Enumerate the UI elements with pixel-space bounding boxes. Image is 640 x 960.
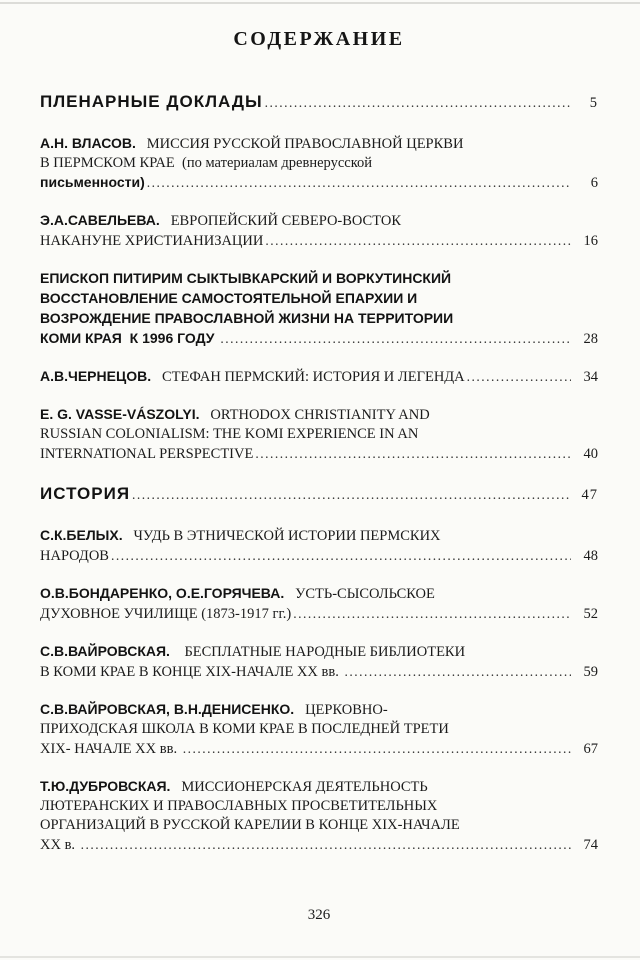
toc-entry-text: [40, 605, 291, 624]
toc-item-entry: [40, 405, 598, 464]
toc-entry-text: [40, 155, 372, 171]
toc-entry-line: [40, 444, 598, 464]
toc-entry-line: [40, 425, 598, 444]
toc-entry-line: [40, 329, 598, 349]
toc-entry-title: ЛЮТЕРАНСКИХ И ПРАВОСЛАВНЫХ ПРОСВЕТИТЕЛЬНЫХ: [40, 798, 438, 814]
toc-entry-text: [40, 663, 342, 682]
toc-entry-author: ВОССТАНОВЛЕНИЕ САМОСТОЯТЕЛЬНОЙ ЕПАРХИИ И: [40, 290, 418, 306]
toc-entry-title: В КОМИ КРАЕ В КОНЦЕ XIX-НАЧАЛЕ XX вв.: [40, 664, 343, 680]
toc-entry-line: [40, 154, 598, 173]
toc-entry-line: [40, 134, 598, 154]
toc-entry-text: [40, 426, 418, 442]
toc-entry-author: E. G. VASSE-VÁSZOLYI.: [40, 406, 200, 422]
toc-entry-text: [40, 779, 428, 795]
toc-entry-text: [40, 311, 453, 327]
toc-page-number: 40: [583, 446, 598, 462]
toc-entry-text: [40, 836, 79, 855]
toc-entry-title: СТЕФАН ПЕРМСКИЙ: ИСТОРИЯ И ЛЕГЕНДА: [151, 369, 465, 385]
toc-entry-line: [40, 739, 598, 759]
toc-entry-line: [40, 231, 598, 251]
toc-entry-title: ORTHODOX CHRISTIANITY AND: [199, 407, 430, 423]
toc-entry-line: [40, 720, 598, 739]
toc-entry-line: [40, 816, 598, 835]
toc-page-number: 67: [583, 741, 598, 757]
toc-entry-author: С.К.БЕЛЫХ.: [40, 527, 123, 543]
toc-entry-title: НАРОДОВ: [40, 548, 109, 564]
toc-section-entry: [40, 482, 598, 507]
toc-page-number: 5: [589, 95, 598, 111]
toc-entry-line: [40, 584, 598, 604]
toc-entry-text: [40, 232, 263, 251]
dot-leader: [111, 546, 571, 565]
toc-entry-text: [40, 291, 417, 307]
toc-entry-text: [40, 721, 449, 737]
toc-entry-text: [40, 329, 218, 349]
toc-entry-line: [40, 835, 598, 855]
dot-leader: [265, 231, 571, 250]
toc-entry-line: [40, 482, 598, 507]
toc-entry-line: [40, 526, 598, 546]
page-number-footer: 326: [307, 907, 331, 923]
toc-section-entry: [40, 90, 598, 115]
toc-entry-text: [40, 740, 181, 759]
dot-leader: [147, 173, 571, 192]
page-title: СОДЕРЖАНИЕ: [233, 28, 405, 50]
toc-entry-title: ОРГАНИЗАЦИЙ В РУССКОЙ КАРЕЛИИ В КОНЦЕ XIX-НАЧАЛЕ: [40, 817, 460, 833]
toc-page-number: 28: [583, 331, 598, 347]
toc-entry-text: [40, 528, 441, 544]
toc-entry-author: письменности): [40, 174, 145, 190]
toc-entry-text: [40, 445, 253, 464]
toc-entry-author: Э.А.САВЕЛЬЕВА.: [40, 212, 160, 228]
toc-entry-title: МИССИОНЕРСКАЯ ДЕЯТЕЛЬНОСТЬ: [170, 779, 428, 795]
toc-page-number: 47: [581, 487, 598, 503]
toc-entry-text: [40, 586, 435, 602]
toc-entries: [40, 85, 598, 873]
toc-entry-text: [40, 817, 460, 833]
toc-item-entry: [40, 367, 598, 387]
dot-leader: [293, 604, 571, 623]
toc-entry-line: [40, 309, 598, 329]
toc-entry-line: [40, 367, 598, 387]
toc-entry-text: [40, 136, 463, 152]
toc-entry-line: [40, 173, 598, 193]
dot-leader: [81, 835, 571, 854]
toc-item-entry: [40, 584, 598, 624]
toc-entry-title: БЕСПЛАТНЫЕ НАРОДНЫЕ БИБЛИОТЕКИ: [169, 644, 466, 660]
dot-leader: [132, 483, 571, 506]
toc-entry-author: ПЛЕНАРНЫЕ ДОКЛАДЫ: [40, 92, 263, 111]
toc-entry-text: [40, 482, 130, 505]
toc-entry-text: [40, 367, 465, 387]
toc-entry-author: ЕПИСКОП ПИТИРИМ СЫКТЫВКАРСКИЙ И ВОРКУТИНСКИЙ: [40, 270, 452, 286]
toc-entry-author: О.В.БОНДАРЕНКО, О.Е.ГОРЯЧЕВА.: [40, 585, 285, 601]
toc-entry-line: [40, 604, 598, 624]
toc-entry-text: [40, 173, 145, 193]
toc-entry-title: ЧУДЬ В ЭТНИЧЕСКОЙ ИСТОРИИ ПЕРМСКИХ: [122, 528, 441, 544]
toc-entry-title: ЦЕРКОВНО-: [294, 702, 388, 718]
toc-item-entry: [40, 211, 598, 251]
toc-entry-line: [40, 700, 598, 720]
toc-entry-line: [40, 642, 598, 662]
toc-page-number: 16: [583, 233, 598, 249]
toc-entry-line: [40, 546, 598, 566]
toc-entry-title: НАКАНУНЕ ХРИСТИАНИЗАЦИИ: [40, 233, 264, 249]
toc-entry-author: С.В.ВАЙРОВСКАЯ.: [40, 643, 170, 659]
dot-leader: [255, 444, 571, 463]
toc-entry-line: [40, 211, 598, 231]
toc-entry-author: А.Н. ВЛАСОВ.: [40, 135, 136, 151]
toc-entry-author: Т.Ю.ДУБРОВСКАЯ.: [40, 778, 171, 794]
toc-entry-author: КОМИ КРАЯ К 1996 ГОДУ: [40, 330, 219, 346]
toc-entry-line: [40, 797, 598, 816]
toc-page-number: 74: [583, 837, 598, 853]
toc-entry-title: В ПЕРМСКОМ КРАЕ (по материалам древнерусской: [40, 155, 373, 171]
toc-entry-text: [40, 644, 465, 660]
toc-entry-text: [40, 213, 401, 229]
toc-item-entry: [40, 700, 598, 759]
toc-entry-text: [40, 547, 109, 566]
toc-entry-text: [40, 90, 263, 113]
toc-entry-line: [40, 777, 598, 797]
toc-entry-title: XX в.: [40, 837, 79, 853]
toc-entry-text: [40, 271, 451, 287]
dot-leader: [265, 91, 571, 114]
toc-entry-line: [40, 289, 598, 309]
toc-page-number: 59: [583, 664, 598, 680]
toc-entry-title: МИССИЯ РУССКОЙ ПРАВОСЛАВНОЙ ЦЕРКВИ: [135, 136, 464, 152]
toc-entry-title: RUSSIAN COLONIALISM: THE KOMI EXPERIENCE IN AN: [40, 426, 419, 442]
toc-entry-author: С.В.ВАЙРОВСКАЯ, В.Н.ДЕНИСЕНКО.: [40, 701, 295, 717]
toc-entry-line: [40, 662, 598, 682]
toc-entry-line: [40, 269, 598, 289]
toc-item-entry: [40, 642, 598, 682]
toc-entry-text: [40, 407, 430, 423]
toc-entry-line: [40, 90, 598, 115]
toc-entry-line: [40, 405, 598, 425]
dot-leader: [220, 329, 571, 348]
toc-entry-title: УСТЬ-СЫСОЛЬСКОЕ: [284, 586, 435, 602]
toc-entry-author: ВОЗРОЖДЕНИЕ ПРАВОСЛАВНОЙ ЖИЗНИ НА ТЕРРИТОРИИ: [40, 310, 454, 326]
toc-item-entry: [40, 269, 598, 349]
toc-page-number: 48: [583, 548, 598, 564]
toc-page-number: 52: [583, 606, 598, 622]
toc-entry-author: А.В.ЧЕРНЕЦОВ.: [40, 368, 152, 384]
toc-item-entry: [40, 526, 598, 566]
toc-entry-title: INTERNATIONAL PERSPECTIVE: [40, 446, 254, 462]
toc-page-number: 6: [590, 175, 598, 191]
toc-entry-title: ЕВРОПЕЙСКИЙ СЕВЕРО-ВОСТОК: [159, 213, 402, 229]
dot-leader: [183, 739, 571, 758]
toc-page-number: 34: [583, 369, 598, 385]
toc-item-entry: [40, 777, 598, 855]
dot-leader: [344, 662, 571, 681]
toc-entry-author: ИСТОРИЯ: [40, 484, 131, 503]
toc-entry-title: ПРИХОДСКАЯ ШКОЛА В КОМИ КРАЕ В ПОСЛЕДНЕЙ ТРЕТИ: [40, 721, 449, 737]
toc-entry-title: ДУХОВНОЕ УЧИЛИЩЕ (1873-1917 гг.): [40, 606, 292, 622]
toc-item-entry: [40, 134, 598, 193]
dot-leader: [467, 367, 571, 386]
toc-entry-title: XIX- НАЧАЛЕ XX вв.: [40, 741, 181, 757]
toc-entry-text: [40, 702, 388, 718]
toc-entry-text: [40, 798, 437, 814]
